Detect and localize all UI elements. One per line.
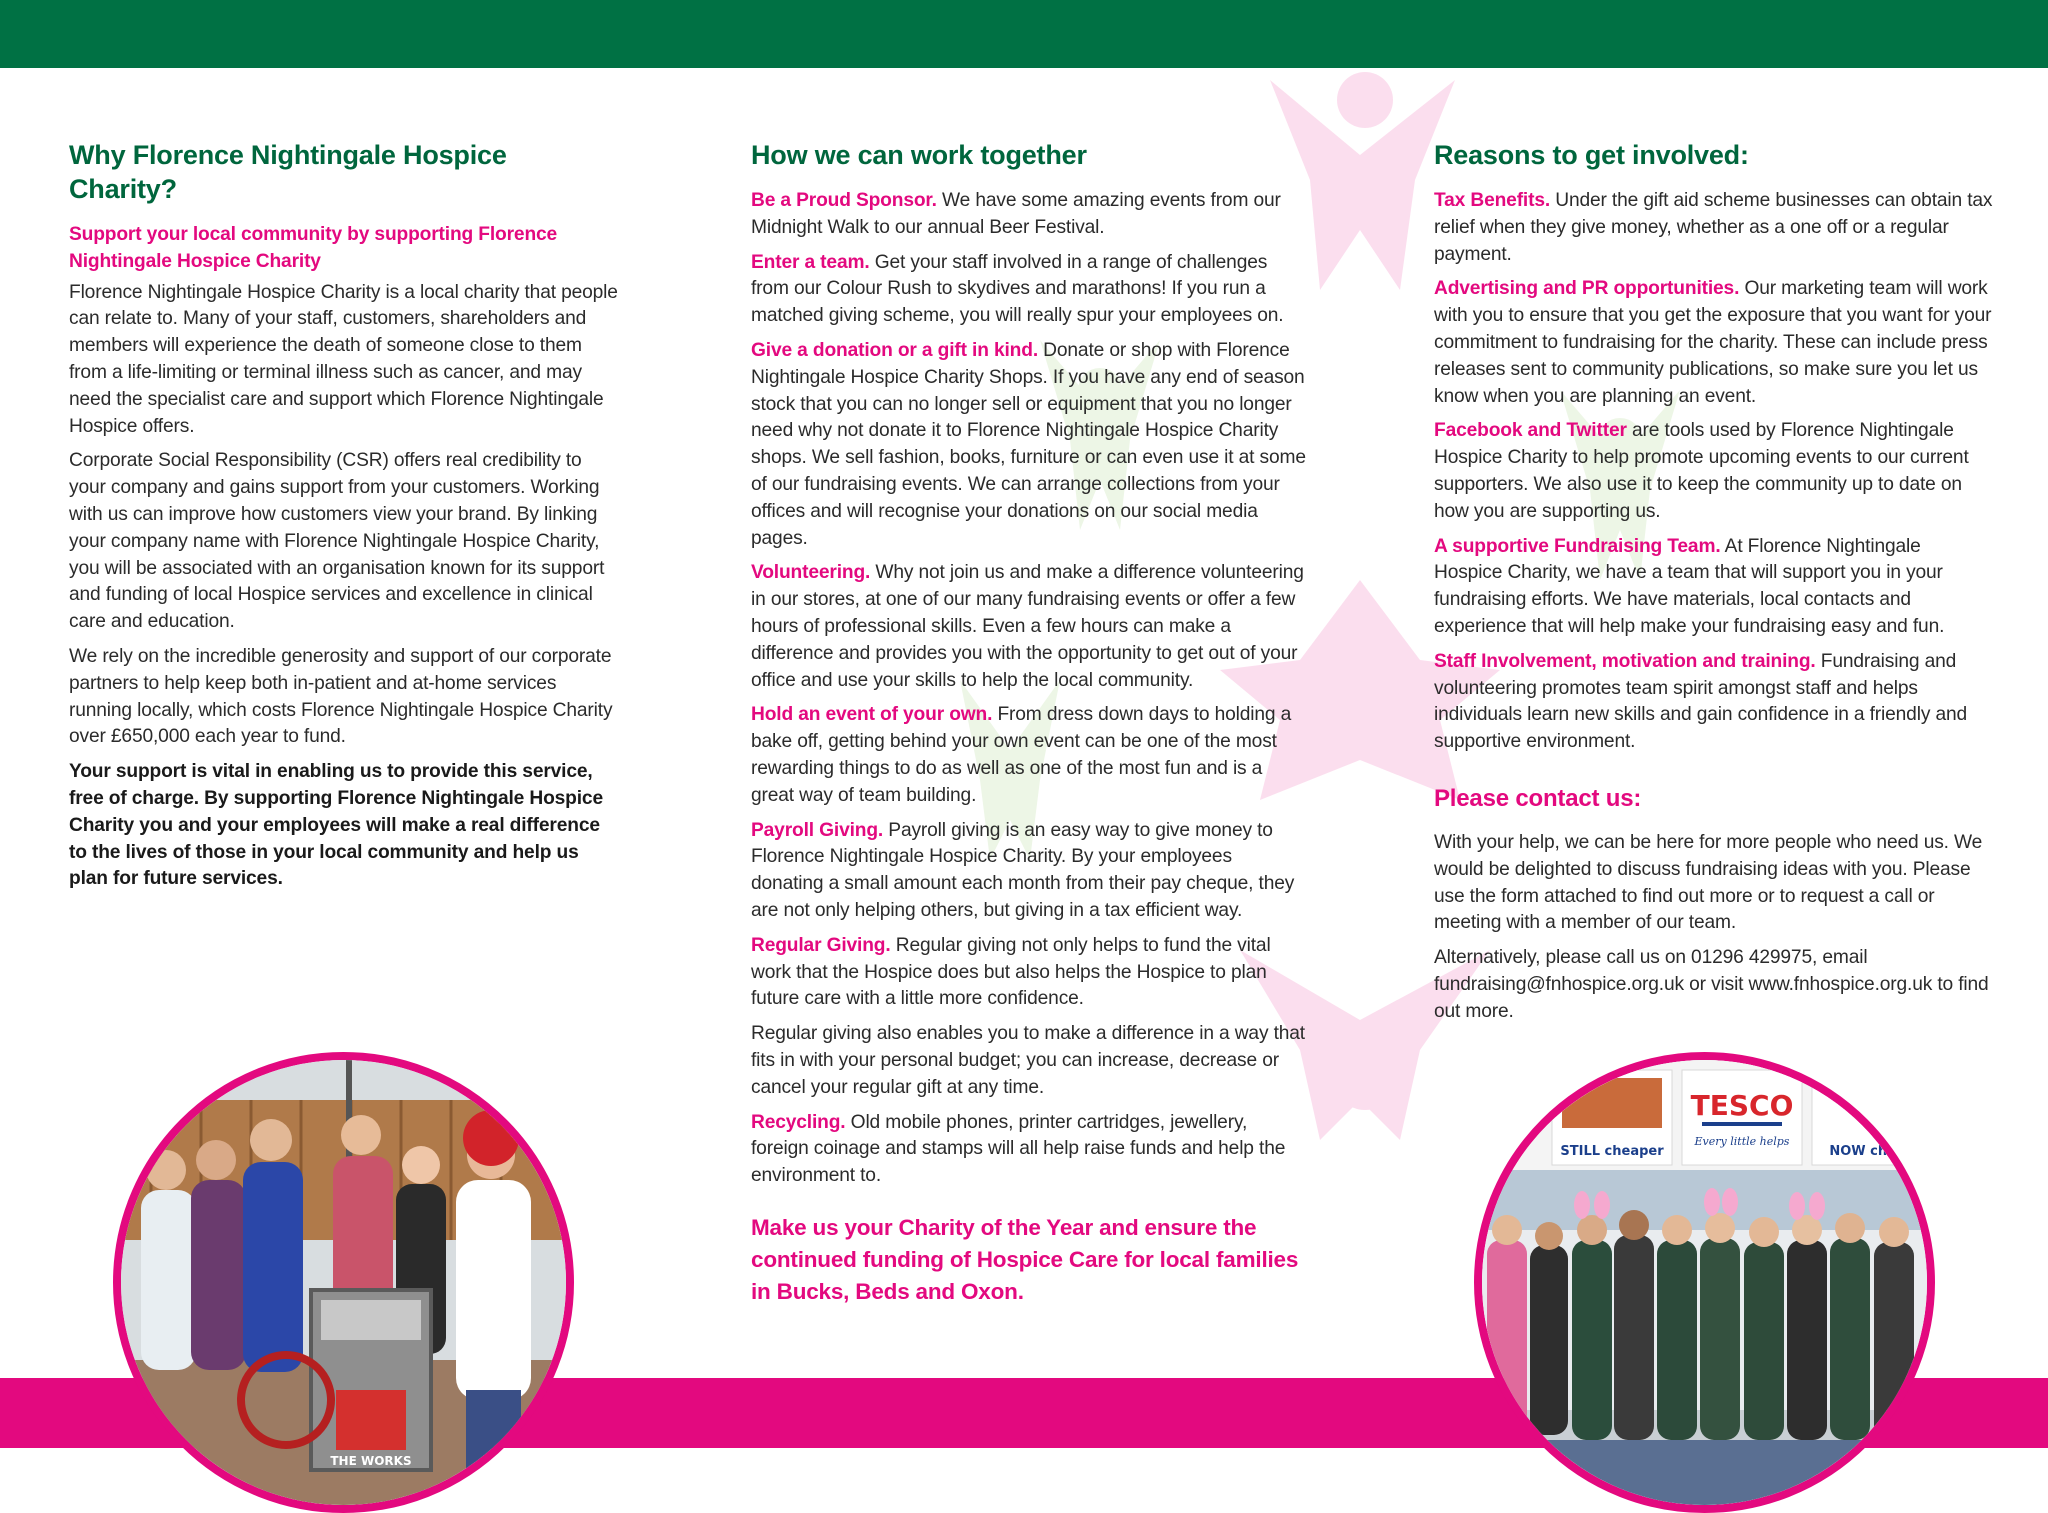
item-volunteering: Volunteering. Why not join us and make a difference volunteering in our stores, at one of our many fundraising events or offer a few hours of professional skills. Even a few hours can make a difference and provides you with the opportunity to get out of your office and use your skills to help the local community. xyxy=(751,562,1304,691)
item-recycling: Recycling. Old mobile phones, printer cartridges, jewellery, foreign coinage and stamps will all help raise funds and help the environment to. xyxy=(751,1111,1286,1187)
photo-ice-cream-group xyxy=(113,1052,574,1513)
paragraph-regular-extra: Regular giving also enables you to make a difference in a way that fits in with your personal budget; you can increase, decrease or cancel your regular gift at any time. xyxy=(751,1023,1305,1098)
item-hold-event: Hold an event of your own. From dress down days to holding a bake off, getting behind your own event can be one of the most rewarding things to do as well as one of the most fun and is a great way of team building. xyxy=(751,704,1292,806)
item-proud-sponsor: Be a Proud Sponsor. We have some amazing events from our Midnight Walk to our annual Beer Festival. xyxy=(751,190,1281,238)
column-reasons xyxy=(1434,138,1994,1034)
heading-reasons: Reasons to get involved: xyxy=(1434,140,1749,170)
heading-why-charity: Why Florence Nightingale Hospice Charity? xyxy=(69,140,507,204)
tesco-logo-text: TESCO xyxy=(1690,1089,1794,1122)
item-fundraising-team: A supportive Fundraising Team. At Florence Nightingale Hospice Charity, we have a team that will support you in your fundraising efforts. We have materials, local contacts and experience that will help make your fundraising easy and fun. xyxy=(1434,535,1945,637)
paragraph-generosity: We rely on the incredible generosity and support of our corporate partners to help keep both in-patient and at-home services running locally, which costs Florence Nightingale Hospice Charity over £650,000 each year to fund. xyxy=(69,645,613,748)
item-staff-involvement: Staff Involvement, motivation and training. Fundraising and volunteering promotes team spirit amongst staff and helps individuals learn new skills and gain confidence in a friendly and supportive environment. xyxy=(1434,650,1968,753)
item-donation: Give a donation or a gift in kind. Donate or shop with Florence Nightingale Hospice Charity Shops. If you have any end of season stock that you can no longer sell or equipment that you no longer need why not donate it to Florence Nightingale Hospice Charity shops. We sell fashion, books, furniture or can even use it at some of our fundraising events. We can arrange collections from your offices and will recognise your donations on our social media pages. xyxy=(751,339,1306,549)
item-enter-team: Enter a team. Get your staff involved in a range of challenges from our Colour Rush to skydives and marathons! If you run a matched giving scheme, you will really spur your employees on. xyxy=(751,251,1284,327)
photo-tesco-group xyxy=(1474,1052,1935,1513)
tesco-tagline-text: Every little helps xyxy=(1694,1135,1790,1148)
banner-still-cheaper: STILL cheaper xyxy=(1560,1144,1664,1159)
banner-now-cheaper: NOW chea xyxy=(1829,1144,1905,1159)
top-band xyxy=(0,0,2048,68)
item-tax-benefits: Tax Benefits. Under the gift aid scheme businesses can obtain tax relief when they give money, whether as a one off or a regular payment. xyxy=(1434,190,1993,265)
paragraph-contact-help: With your help, we can be here for more people who need us. We would be delighted to discuss fundraising ideas with you. Please use the form attached to find out more or to request a call or meeting with a member of our team. xyxy=(1434,831,1983,934)
paragraph-support-vital: Your support is vital in enabling us to provide this service, free of charge. By supporting Florence Nightingale Hospice Charity you and your employees will make a real difference to the lives of those in your local community and help us plan for future services. xyxy=(69,761,603,890)
item-regular-giving: Regular Giving. Regular giving not only helps to fund the vital work that the Hospice does but also helps the Hospice to plan future care with a little more confidence. xyxy=(751,934,1271,1010)
item-facebook-twitter: Facebook and Twitter are tools used by Florence Nightingale Hospice Charity to help promote upcoming events to our current supporters. We also use it to keep the community up to date on how you are supporting us. xyxy=(1434,420,1969,522)
column-why-charity xyxy=(69,138,621,901)
heading-contact: Please contact us: xyxy=(1434,784,1642,812)
ice-cream-group-illustration xyxy=(121,1060,566,1505)
tesco-group-illustration xyxy=(1482,1060,1927,1505)
paragraph-local-charity: Florence Nightingale Hospice Charity is a local charity that people can relate to. Many of your staff, customers, shareholders and members will experience the death of someone close to them from a life-limiting or terminal illness such as cancer, and may need the specialist care and support which Florence Nightingale Hospice offers. xyxy=(69,281,618,437)
paragraph-contact-details: Alternatively, please call us on 01296 429975, email fundraising@fnhospice.org.uk or visit www.fnhospice.org.uk to find out more. xyxy=(1434,947,1989,1022)
paragraph-csr: Corporate Social Responsibility (CSR) offers real credibility to your company and gains support from your customers. Working with us can improve how customers view your brand. By linking your company name with Florence Nightingale Hospice Charity, you will be associated with an organisation known for its support and funding of local Hospice services and excellence in clinical care and education. xyxy=(69,450,605,633)
heading-work-together: How we can work together xyxy=(751,140,1087,170)
closing-call-to-action: Make us your Charity of the Year and ensure the continued funding of Hospice Care for local families in Bucks, Beds and Oxon. xyxy=(751,1214,1299,1304)
item-payroll-giving: Payroll Giving. Payroll giving is an easy way to give money to Florence Nightingale Hospice Charity. By your employees donating a small amount each month from their pay cheque, they are not only helping others, but giving in a tax efficient way. xyxy=(751,819,1295,921)
cart-sign-text: THE WORKS xyxy=(330,1454,412,1468)
item-advertising-pr: Advertising and PR opportunities. Our marketing team will work with you to ensure that you get the exposure that you want for your commitment to fundraising for the charity. These can include press releases sent to community publications, so make sure you let us know when you are planning an event. xyxy=(1434,278,1992,407)
subheading-support-local: Support your local community by supporting Florence Nightingale Hospice Charity xyxy=(69,224,558,272)
column-work-together xyxy=(751,138,1306,1316)
